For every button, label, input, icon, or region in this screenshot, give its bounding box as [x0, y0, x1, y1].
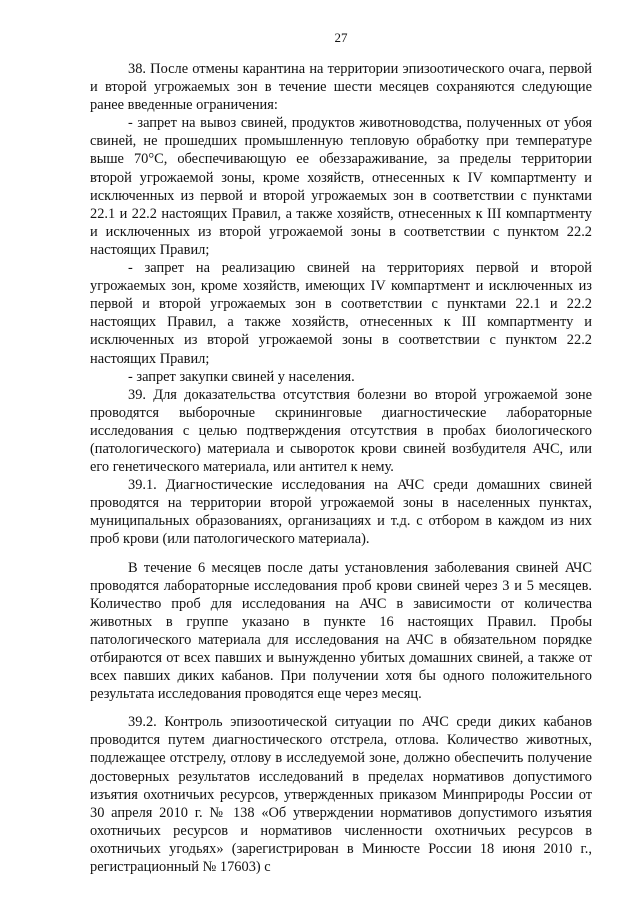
paragraph-restriction-sale: - запрет на реализацию свиней на территориях первой и второй угрожаемых зон, кроме хозяйств, имеющих IV компартмент и исключенных из первой и второй угрожаемых зон в соответствии с пунктами 22.1 и 22.2 настоящих Правил, а также хозяйств, отнесенных к III компартменту и исключенных из второй угрожаемой зоны в соответствии с пунктом 22.2 настоящих Правил; — [90, 260, 592, 367]
paragraph-39-1: 39.1. Диагностические исследования на АЧС среди домашних свиней проводятся на территории второй угрожаемой зоны в населенных пунктах, муниципальных образованиях, организациях и т.д. с отбором в каждом из них проб крови (или патологического материала). — [90, 477, 592, 548]
paragraph-39: 39. Для доказательства отсутствия болезни во второй угрожаемой зоне проводятся выборочные скрининговые диагностические лабораторные исследования с целью подтверждения отсутствия в пробах биологического (патологического) материала и сывороток крови свиней возбудителя АЧС, или его генетического материала, или антител к нему. — [90, 386, 592, 476]
paragraph-38: 38. После отмены карантина на территории эпизоотического очага, первой и второй угрожаемых зон в течение шести месяцев сохраняются следующие ранее введенные ограничения: — [90, 61, 592, 114]
paragraph-restriction-purchase: - запрет закупки свиней у населения. — [128, 368, 355, 385]
paragraph-six-months: В течение 6 месяцев после даты установления заболевания свиней АЧС проводятся лабораторные исследования проб крови свиней через 3 и 5 месяцев. Количество проб для исследования на АЧС в зависимости от количества животных в группе указано в пункте 16 настоящих Правил. Пробы патологического материала для исследования на АЧС в обязательном порядке отбираются от всех павших и вынужденно убитых домашних свиней, а также от всех павших диких кабанов. При получении хотя бы одного положительного результата исследования проводятся еще через месяц. — [90, 559, 592, 703]
page-number: 27 — [334, 30, 348, 45]
paragraph-39-2: 39.2. Контроль эпизоотической ситуации по АЧС среди диких кабанов проводится путем диагностического отстрела, отлова. Количество животных, подлежащее отстрелу, отлову в исследуемой зоне, должно обеспечить получение достоверных результатов исследований в пределах нормативов допустимого изъятия охотничьих ресурсов, утвержденных приказом Минприроды России от 30 апреля 2010 г. № 138 «Об утверждении нормативов допустимого изъятия охотничьих ресурсов и нормативов численности охотничьих ресурсов в охотничьих угодьях» (зарегистрирован в Минюсте России 18 июня 2010 г., регистрационный № 17603) с — [90, 714, 592, 876]
document-body — [90, 60, 592, 876]
paragraph-restriction-export: - запрет на вывоз свиней, продуктов животноводства, полученных от убоя свиней, не прошедших промышленную тепловую обработку при температуре выше 70°С, обеспечивающую ее обеззараживание, за пределы территории второй угрожаемой зоны, кроме хозяйств, отнесенных к IV компартменту и исключенных из первой и второй угрожаемых зон в соответствии с пунктами 22.1 и 22.2 настоящих Правил, а также хозяйств, отнесенных к III компартменту и исключенных из второй угрожаемой зоны в соответствии с пунктом 22.2 настоящих Правил; — [90, 115, 592, 258]
